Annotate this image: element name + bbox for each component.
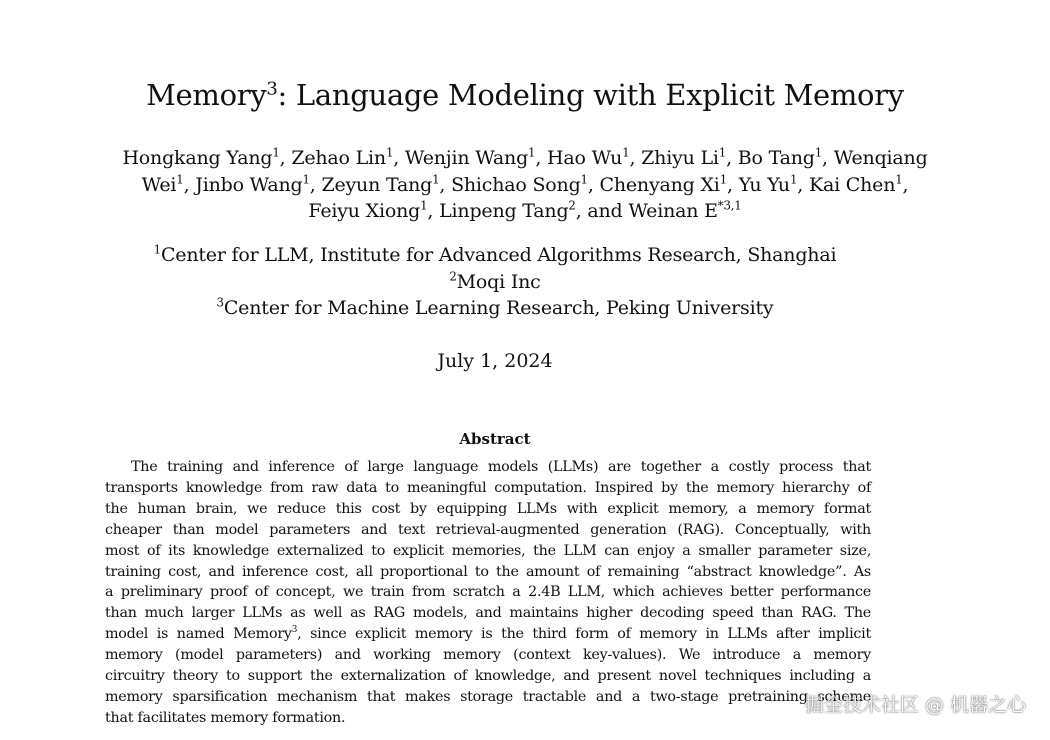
author-name: Bo Tang [737,147,815,169]
author-affiliation-mark: 1 [176,172,184,187]
abstract-line: The training and inference of large language models (LLMs) are together a costly process that [131,459,871,475]
author-affiliation-mark: 1 [895,172,903,187]
abstract-body [105,457,871,729]
abstract-line: memory (model parameters) and working memory (context key-values). We introduce a memory [105,647,871,664]
author-name: Zhiyu Li [641,147,719,169]
author-name: Feiyu Xiong [308,200,421,222]
abstract-line: model is named Memory$^3$, since explicit memory is the third form of memory in LLMs after implicit [105,625,871,643]
abstract-line: transports knowledge from raw data to meaningful computation. Inspired by the memory hierarchy of [105,479,871,496]
abstract-line: most of its knowledge externalized to explicit memories, the LLM can enjoy a smaller parameter size, [105,542,871,559]
author-affiliation-mark: 1 [272,145,280,160]
author-separator: , [427,200,440,222]
author-name: Weinan E [628,200,718,222]
author-name: Linpeng Tang [439,200,569,222]
author-name: Jinbo Wang [195,173,303,196]
affiliation-list [0,242,990,322]
abstract-line: a preliminary proof of concept, we train from scratch a 2.4B LLM, which achieves better performance [105,584,871,601]
abstract-line: cheaper than model parameters and text retrieval-augmented generation (RAG). Conceptually, with [105,521,871,538]
title-main: Memory [146,78,267,112]
affiliation-line [0,269,990,296]
author-separator: , [587,173,600,196]
author-affiliation-mark: 1 [580,172,588,187]
author-separator: , [439,173,452,196]
abstract-heading: Abstract [459,430,531,448]
author-affiliation-mark: 1 [432,172,440,187]
author-separator: , [535,147,548,169]
author-affiliation-mark: 1 [385,145,394,160]
abstract-superscript: 3 [291,625,298,636]
watermark-text: 掘金技术社区 @ 机器之心 [804,694,1026,716]
author-name: Zehao Lin [291,147,386,169]
author-affiliation-mark: 2 [568,198,576,213]
publication-date: July 1, 2024 [437,350,553,372]
author-name: Shichao Song [451,173,581,196]
author-separator: , [726,147,738,169]
author-affiliation-mark: 1 [719,172,727,187]
author-separator: , [279,147,292,169]
author-line [50,198,1000,225]
author-separator: , [309,173,322,196]
author-separator: , [629,147,642,169]
author-affiliation-mark: *3,1 [717,198,742,213]
affiliation-text: Center for LLM, Institute for Advanced Algorithms Research, Shanghai [160,244,837,266]
affiliation-mark: 2 [449,269,457,284]
author-list [50,145,1000,225]
author-affiliation-mark: 1 [814,145,823,160]
author-name: Kai Chen [808,173,896,196]
abstract-line: that facilitates memory formation. [105,709,346,726]
author-separator: , [726,173,739,196]
author-separator: , [822,147,834,169]
author-line [50,145,1000,172]
author-affiliation-mark: 1 [789,172,798,187]
author-name: Wei [141,173,177,196]
author-name: Hongkang Yang [122,147,273,169]
author-name: Chenyang Xi [599,173,720,196]
author-name: Hao Wu [547,147,623,169]
author-affiliation-mark: 1 [528,145,536,160]
abstract-line: than much larger LLMs as well as RAG models, and maintains higher decoding speed than RAG. The [105,605,871,622]
affiliation-line [0,242,990,269]
affiliation-text: Moqi Inc [456,270,541,293]
author-separator: , [393,147,405,169]
author-name: Wenqiang [833,147,928,169]
abstract-line: the human brain, we reduce this cost by equipping LLMs with explicit memory, a memory format [105,500,871,517]
author-name: Wenjin Wang [404,147,529,169]
paper-title [0,78,1050,112]
title-superscript: 3 [266,78,278,100]
author-name: Zeyun Tang [321,173,433,196]
affiliation-text: Center for Machine Learning Research, Peking University [223,297,774,319]
abstract-line: memory sparsification mechanism that makes storage tractable and a two-stage pretraining scheme [105,688,871,705]
affiliation-mark: 3 [216,295,224,310]
author-affiliation-mark: 1 [420,198,428,213]
author-separator: , and [575,200,629,222]
author-separator: , [902,173,909,196]
author-separator: , [183,173,196,196]
author-separator: , [797,173,809,196]
author-affiliation-mark: 1 [718,145,727,160]
author-affiliation-mark: 1 [622,145,630,160]
author-affiliation-mark: 1 [302,172,310,187]
abstract-line: circuitry theory to support the externalization of knowledge, and present novel techniques including a [105,668,871,685]
author-name: Yu Yu [738,173,790,196]
title-rest: : Language Modeling with Explicit Memory [277,78,904,112]
author-line [50,172,1000,199]
affiliation-mark: 1 [153,242,161,257]
abstract-line: training cost, and inference cost, all proportional to the amount of remaining “abstract knowledge”. As [105,563,871,580]
affiliation-line [0,295,990,322]
